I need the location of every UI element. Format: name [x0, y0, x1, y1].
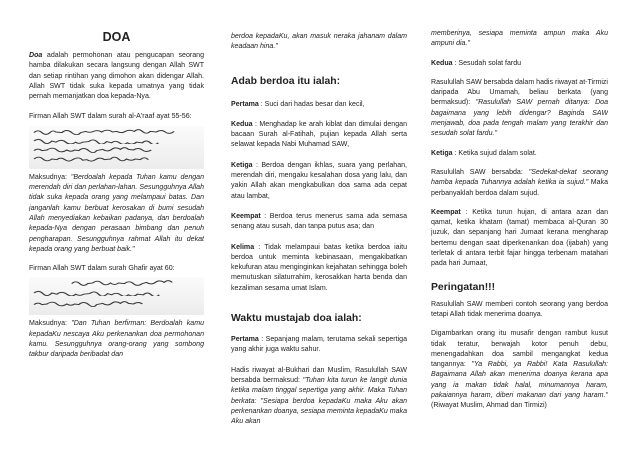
kedua-text: : Sesudah solat fardu — [452, 59, 522, 67]
adab-text: : Menghadap ke arah kiblat dan dimulai dengan bacaan Surah al-Fatihah, pujian kepada Allah serta selawat kepada Nabi Muhamad SAW, — [231, 120, 407, 149]
arabic-line — [32, 129, 201, 135]
final-intro: Digambarkan orang itu musafir dengan rambut kusut tidak teratur, berwajah kotor penuh debu, menengadahkan doa sambil mengangkat kedua tangannya: — [431, 330, 608, 369]
meaning-text-1: "Berdoalah kepada Tuhan kamu dengan merendah diri dan perlahan-lahan. Sesungguhnya Allah tidak suka kepada orang yang melampaui batas. Dan janganlah kamu berbuat kerosakan di bumi sesudah Allah menyediakan kebaikan padanya, dan berdoalah kepada-Nya dengan perasaan bimbang dan penuh pengharapan. Sesungguhnya rahmat Allah itu dekat kepada orang yang berbuat baik." — [29, 173, 204, 253]
meaning-label-1: Maksudnya: — [29, 173, 71, 181]
keempat-term: Keempat — [431, 208, 461, 216]
adab-item-1 — [231, 100, 407, 110]
adab-item-3 — [231, 161, 407, 202]
ketiga-item — [431, 149, 608, 159]
final-quote: "Ya Rabbi, ya Rabbi! Kata Rasulullah: Bagaimana Allah akan menerima doanya kerana apa yang ia makan tidak halal, minumannya haram, pakaiannya haram, diberi makanan dari yang haram." — [431, 361, 608, 400]
adab-item-4 — [231, 212, 407, 233]
continuation-text: berdoa kepadaKu, akan masuk neraka jahanam dalam keadaan hina." — [231, 33, 407, 51]
adab-text: : Tidak melampaui batas ketika berdoa iaitu berdoa untuk meminta kebinasaan, mengakibatkan kekufuran atau menginginkan kejahatan sehingga boleh memutuskan silaturrahim, kerosakkan harta benda dan kezaliman sesama umat Islam. — [231, 243, 407, 292]
meaning-paragraph-2 — [29, 319, 204, 360]
waktu-text: : Sepanjang malam, terutama sekali sepertiga yang akhir juga waktu sahur. — [231, 336, 407, 354]
hadith-paragraph — [231, 366, 407, 428]
kedua-item — [431, 59, 608, 69]
arabic-line — [32, 290, 201, 296]
surah-reference-1: Firman Allah SWT dalam surah al-A'raaf ayat 55-56: — [29, 113, 192, 121]
meaning-paragraph-1 — [29, 173, 204, 255]
adab-text: : Berdoa dengan ikhlas, suara yang perlahan, merendah diri, mengaku kesalahan dosa yang lalu, dan yakin Allah akan mengkabulkan doa sama ada cepat atau lambat, — [231, 161, 407, 200]
ketiga-hadith-tail: Maka perbanyaklah berdoa dalam sujud. — [431, 179, 608, 197]
arabic-line — [32, 301, 201, 307]
arabic-line — [32, 156, 201, 162]
ketiga-text: : Ketika sujud dalam solat. — [452, 149, 537, 157]
intro-term: Doa — [29, 52, 43, 59]
ketiga-hadith — [431, 168, 608, 199]
hadith-text: "Tuhan kita turun ke langit dunia ketika malam tinggal sepertiga yang akhir. Maka Tuhan berkata: "Sesiapa berdoa kepadaKu maka Aku akan perkenankan doanya, sesiapa meminta kepadaKu maka Aku akan — [231, 376, 407, 426]
ketiga-hadith-text: "Sedekat-dekat seorang hamba kepada Tuhannya adalah ketika ia sujud." — [431, 168, 608, 187]
arabic-verse-image-1 — [29, 126, 204, 169]
adab-heading: Adab berdoa itu ialah: — [231, 75, 341, 87]
adab-item-5 — [231, 243, 407, 294]
continuation-text-right: memberinya, sesiapa meminta ampun maka Aku ampuni dia." — [431, 30, 608, 48]
kedua-term: Kedua — [431, 59, 453, 67]
surah-reference-2: Firman Allah SWT dalam surah Ghafir ayat 60: — [29, 265, 175, 273]
adab-term: Keempat — [231, 212, 261, 220]
meaning-label-2: Maksudnya: — [29, 320, 72, 328]
adab-term: Kelima — [231, 243, 255, 251]
column-right — [431, 0, 608, 452]
adab-term: Ketiga — [231, 161, 253, 169]
column-middle — [231, 0, 407, 452]
intro-text: adalah permohonan atau pengucapan seorang hamba dilakukan secara langsung dengan Allah SWT dan setiap rintihan yang dimohon akan didengar Allah. Allah SWT tidak suka kepada umatnya yang tidak pernah memanjatkan doa kepada-Nya. — [29, 52, 204, 101]
keempat-item — [431, 208, 608, 270]
waktu-heading: Waktu mustajab doa ialah: — [231, 313, 362, 325]
peringatan-text: Rasulullah SAW memberi contoh seorang yang berdoa tetapi Allah tidak menerima doanya. — [431, 300, 608, 318]
kedua-hadith-text: "Rasulullah SAW pernah ditanya: Doa bagaimana yang lebih didengar? Baginda SAW menjawab, doa pada tengah malam yang terakhir dan sesudah solat fardu." — [431, 99, 608, 138]
hadith-intro: Hadis riwayat al-Bukhari dan Muslim, Rasulullah SAW bersabda bermaksud: — [231, 366, 407, 384]
kedua-hadith — [431, 78, 608, 140]
arabic-line — [32, 147, 201, 153]
column-left — [29, 0, 204, 452]
adab-term: Pertama — [231, 100, 259, 108]
arabic-line — [32, 138, 201, 144]
keempat-text: : Ketika turun hujan, di antara azan dan qamat, ketika khatam (tamat) membaca al-Quran 30 juzuk, dan sepanjang hari Jumaat kerana mengharap bertemu dengan saat diperkenankan doa (ijabah) yang terletak di antara terbit fajar hingga terbenam matahari pada hari Jumaat, — [431, 208, 608, 268]
adab-item-2 — [231, 120, 407, 151]
intro-paragraph — [29, 51, 204, 102]
final-paragraph — [431, 329, 608, 411]
final-source: (Riwayat Muslim, Ahmad dan Tirmizi) — [431, 402, 547, 410]
arabic-verse-image-2 — [29, 277, 204, 315]
arabic-line — [32, 280, 201, 286]
adab-text: : Berdoa terus menerus sama ada semasa senang atau susah, dan tanpa putus asa; dan — [231, 212, 407, 231]
ketiga-hadith-intro: Rasulullah SAW bersabda: — [431, 168, 529, 176]
waktu-term: Pertama — [231, 336, 259, 344]
ketiga-term: Ketiga — [431, 149, 453, 157]
meaning-text-2: "Dan Tuhan berfirman: Berdoalah kamu kepadaKu nescaya Aku perkenankan doa permohonan kamu. Sesungguhnya orang-orang yang sombong takbur daripada beribadat dan — [29, 320, 204, 359]
page-title: DOA — [102, 30, 131, 44]
waktu-item-1 — [231, 335, 407, 356]
kedua-hadith-intro: Rasulullah SAW bersabda dalam hadis riwayat at-Tirmizi daripada Abu Umamah, beliau berkata (yang bermaksud): — [431, 78, 608, 107]
peringatan-heading: Peringatan!!! — [431, 281, 496, 293]
adab-text: : Suci dari hadas besar dan kecil, — [258, 100, 365, 108]
adab-term: Kedua — [231, 120, 253, 128]
